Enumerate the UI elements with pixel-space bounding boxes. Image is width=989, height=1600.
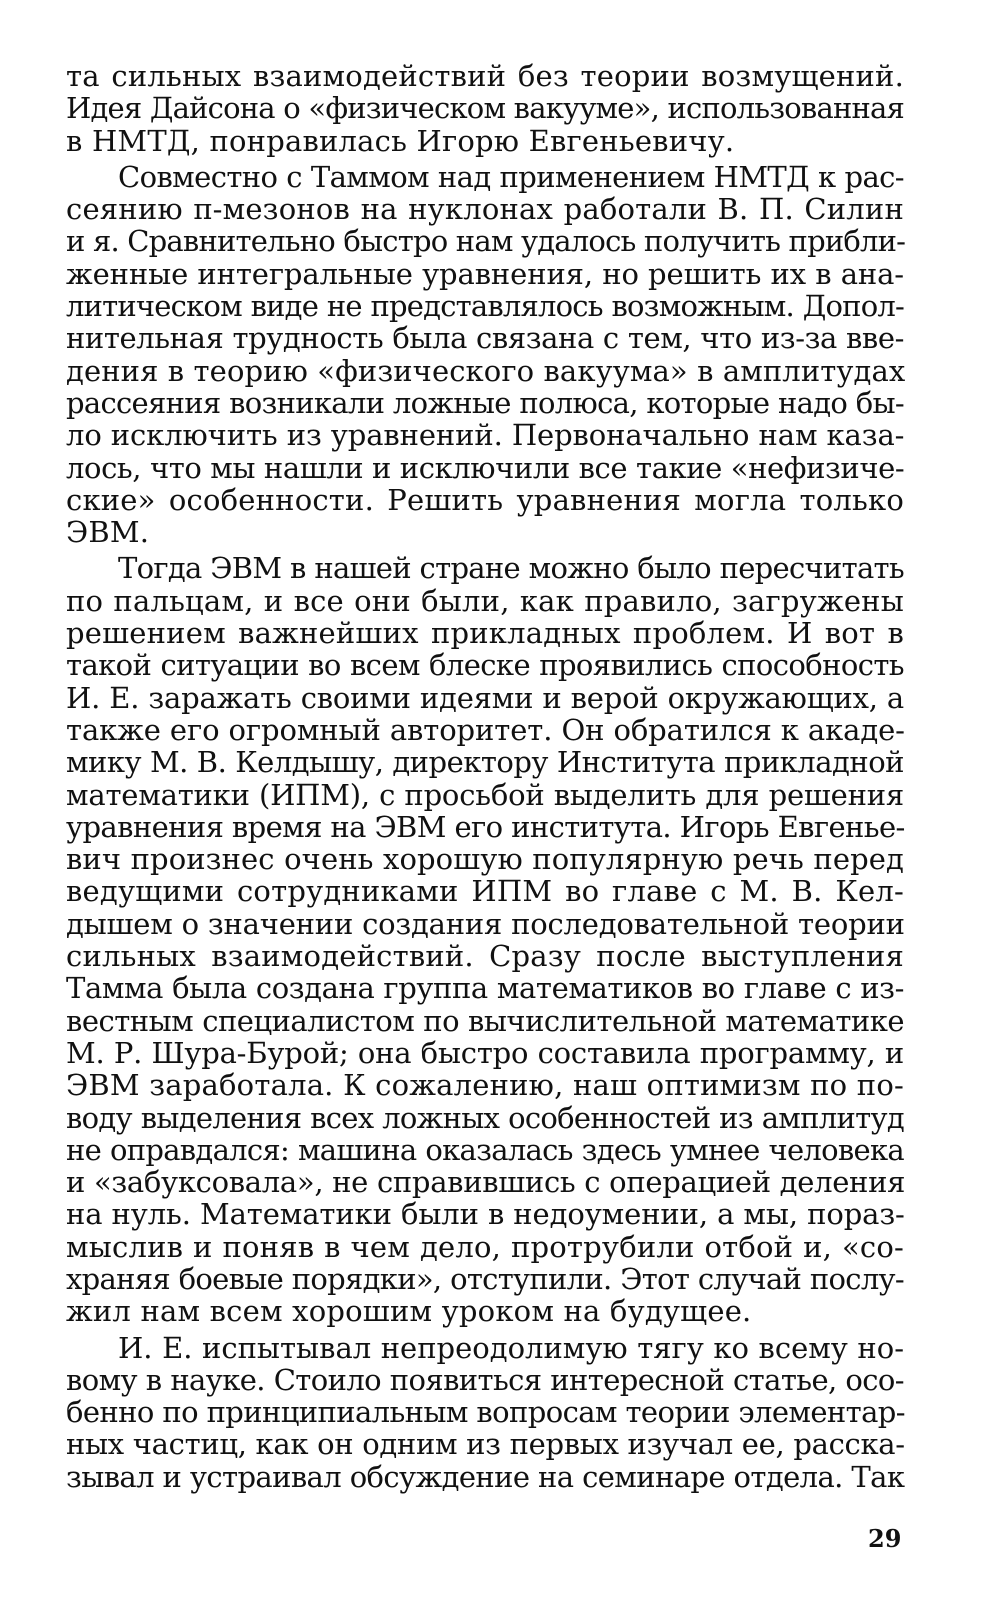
text-line: бенно по принципиальным вопросам теории элементар- xyxy=(66,1395,905,1430)
text-line: ных частиц, как он одним из первых изучал ее, расска- xyxy=(66,1427,905,1462)
text-line: ведущими сотрудниками ИПМ во главе с М. В. Кел- xyxy=(66,874,904,909)
text-line: дышем о значении создания последовательной теории xyxy=(66,906,905,941)
text-line: ские» особенности. Решить уравнения могла только xyxy=(66,482,904,517)
text-line: также его огромный авторитет. Он обратился к акаде- xyxy=(66,712,905,747)
text-line: и «забуксовала», не справившись с операцией деления xyxy=(66,1165,906,1200)
text-line: сеянию π-мезонов на нуклонах работали В. П. Силин xyxy=(66,192,904,227)
text-line: мику М. В. Келдышу, директору Института прикладной xyxy=(66,745,904,780)
paragraph-4 xyxy=(66,1332,904,1493)
text-line: нительная трудность была связана с тем, что из-за вве- xyxy=(66,321,904,356)
text-line: не оправдался: машина оказалась здесь умнее человека xyxy=(66,1132,904,1167)
text-line: математики (ИПМ), с просьбой выделить для решения xyxy=(66,777,904,812)
text-line: на нуль. Математики были в недоумении, а мы, пораз- xyxy=(66,1197,905,1232)
text-line: вестным специалистом по вычислительной математике xyxy=(66,1003,904,1038)
text-line: ЭВМ. xyxy=(66,515,150,550)
paragraph-2 xyxy=(66,161,904,549)
text-line: Тамма была создана группа математиков во главе с из- xyxy=(66,971,904,1006)
text-line: литическом виде не представлялось возможным. Допол- xyxy=(66,289,904,324)
text-line: та сильных взаимодействий без теории возмущений. xyxy=(66,59,904,93)
text-line: ло исключить из уравнений. Первоначально нам каза- xyxy=(66,418,905,453)
paragraph-3 xyxy=(66,552,904,1327)
text-line: Тогда ЭВМ в нашей стране можно было пересчитать xyxy=(118,551,904,586)
text-line: М. Р. Шура-Бурой; она быстро составила программу, и xyxy=(66,1035,904,1070)
page-number: 29 xyxy=(868,1524,902,1553)
text-line: вич произнес очень хорошую популярную речь перед xyxy=(66,842,904,877)
text-line: дения в теорию «физического вакуума» в амплитудах xyxy=(66,353,906,388)
text-line: сильных взаимодействий. Сразу после выступления xyxy=(66,939,904,974)
text-line: такой ситуации во всем блеске проявились способность xyxy=(66,648,904,683)
paragraph-1 xyxy=(66,60,904,157)
text-line: по пальцам, и все они были, как правило, загружены xyxy=(66,583,904,618)
text-line: ЭВМ заработала. К сожалению, наш оптимизм по по- xyxy=(66,1068,904,1103)
text-line: рассеяния возникали ложные полюса, которые надо бы- xyxy=(66,385,904,420)
page-body xyxy=(66,60,904,1493)
text-line: храняя боевые порядки», отступили. Этот случай послу- xyxy=(66,1261,904,1296)
text-line: И. Е. заражать своими идеями и верой окружающих, а xyxy=(66,680,904,715)
text-line: решением важнейших прикладных проблем. И вот в xyxy=(66,616,904,651)
text-line: Идея Дайсона о «физическом вакууме», использованная xyxy=(66,91,904,126)
text-line: мыслив и поняв в чем дело, протрубили отбой и, «со- xyxy=(66,1229,904,1264)
text-line: и я. Сравнительно быстро нам удалось получить прибли- xyxy=(66,224,906,259)
text-line: женные интегральные уравнения, но решить их в ана- xyxy=(66,256,904,291)
text-line: в НМТД, понравилась Игорю Евгеньевичу. xyxy=(66,123,735,158)
text-line: уравнения время на ЭВМ его института. Игорь Евгенье- xyxy=(66,809,905,844)
text-line: воду выделения всех ложных особенностей из амплитуд xyxy=(66,1100,904,1135)
text-line: лось, что мы нашли и исключили все такие «нефизиче- xyxy=(66,450,905,485)
text-line: И. Е. испытывал непреодолимую тягу ко всему но- xyxy=(118,1330,904,1365)
text-line: вому в науке. Стоило появиться интересной статье, осо- xyxy=(66,1362,904,1397)
text-line: жил нам всем хорошим уроком на будущее. xyxy=(66,1294,752,1329)
text-line: Совместно с Таммом над применением НМТД к рас- xyxy=(118,159,904,194)
text-line: зывал и устраивал обсуждение на семинаре отдела. Так xyxy=(66,1459,905,1494)
